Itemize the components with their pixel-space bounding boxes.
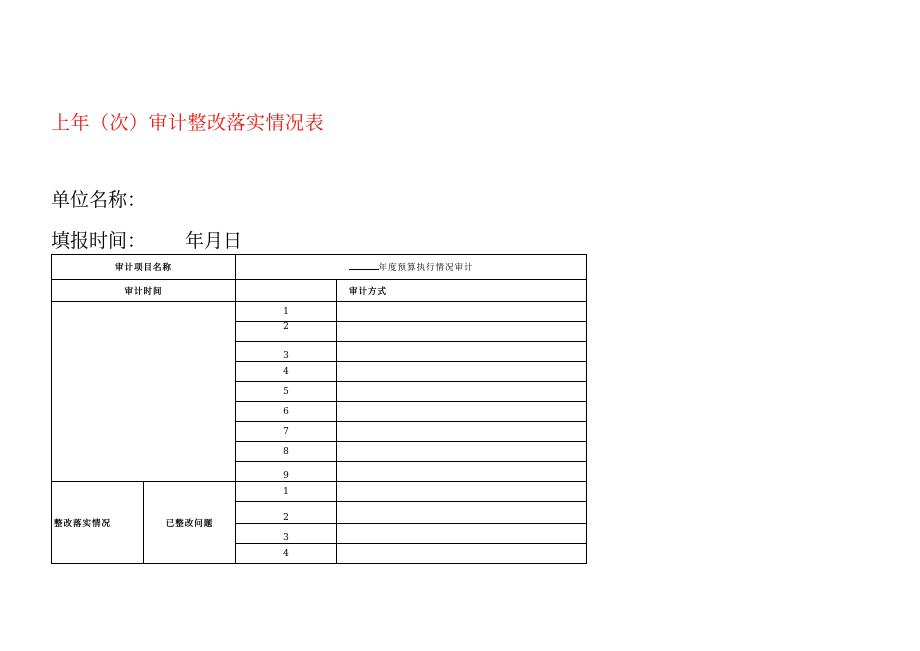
- row-number: 3: [236, 524, 337, 544]
- year-blank[interactable]: [349, 261, 379, 270]
- row-content-cell[interactable]: [337, 382, 587, 402]
- row-content-cell[interactable]: [337, 524, 587, 544]
- row-number: 1: [236, 302, 337, 322]
- row-content-cell[interactable]: [337, 342, 587, 362]
- audit-method-label: 审计方式: [337, 280, 587, 302]
- row-number: 4: [236, 544, 337, 564]
- page-title: 上年（次）审计整改落实情况表: [51, 112, 325, 134]
- row-number: 9: [236, 462, 337, 482]
- rectified-issues-label: 已整改问题: [144, 482, 236, 564]
- rectification-status-label: 整改落实情况: [52, 482, 144, 564]
- row-number: 3: [236, 342, 337, 362]
- unit-name-label: 单位名称：: [51, 189, 147, 211]
- fill-date-value: 年月日: [185, 230, 243, 252]
- blank-merged-cell[interactable]: [52, 302, 236, 482]
- row-content-cell[interactable]: [337, 422, 587, 442]
- row-content-cell[interactable]: [337, 502, 587, 524]
- row-number: 2: [236, 502, 337, 524]
- row-number: 5: [236, 382, 337, 402]
- row-content-cell[interactable]: [337, 442, 587, 462]
- row-number: 4: [236, 362, 337, 382]
- audit-time-cell[interactable]: [236, 280, 337, 302]
- row-content-cell[interactable]: [337, 402, 587, 422]
- row-number: 7: [236, 422, 337, 442]
- rectification-table: [51, 254, 587, 564]
- row-content-cell[interactable]: [337, 302, 587, 322]
- project-name-value: 年度预算执行情况审计: [378, 263, 474, 273]
- fill-date-label: 填报时间：: [51, 230, 147, 252]
- fill-date-row: [51, 226, 243, 253]
- row-content-cell[interactable]: [337, 482, 587, 502]
- row-number: 8: [236, 442, 337, 462]
- row-number: 1: [236, 482, 337, 502]
- row-content-cell[interactable]: [337, 322, 587, 342]
- row-content-cell[interactable]: [337, 544, 587, 564]
- audit-time-label: 审计时间: [52, 280, 236, 302]
- project-name-cell[interactable]: [236, 255, 587, 280]
- row-number: 6: [236, 402, 337, 422]
- project-name-label: 审计项目名称: [52, 255, 236, 280]
- row-content-cell[interactable]: [337, 462, 587, 482]
- row-number: 2: [236, 322, 337, 342]
- row-content-cell[interactable]: [337, 362, 587, 382]
